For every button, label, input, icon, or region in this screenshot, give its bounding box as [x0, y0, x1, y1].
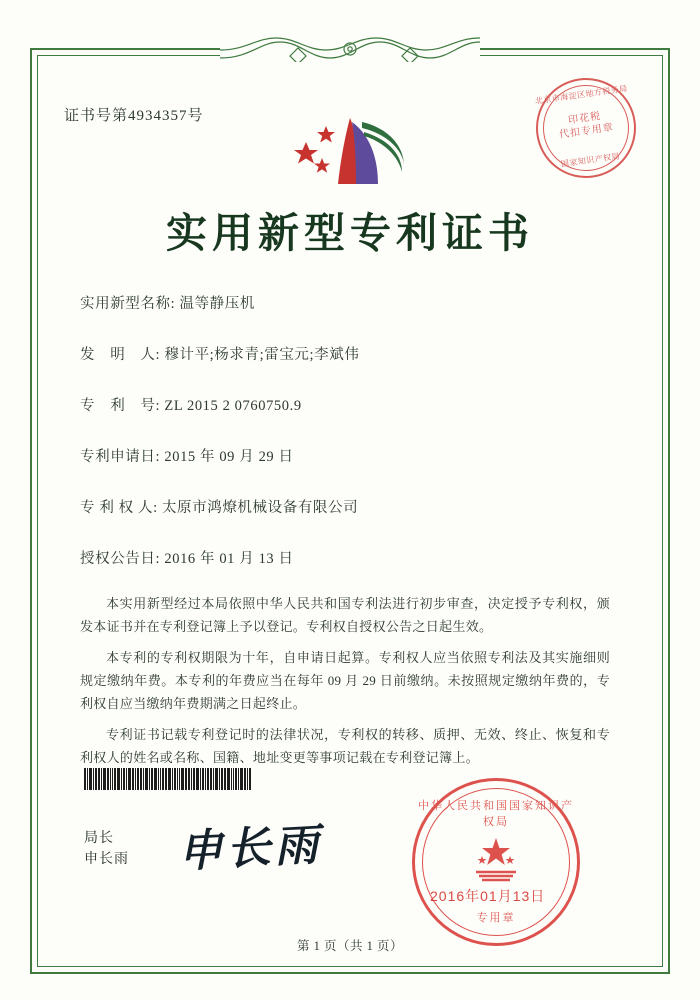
- body-paragraph-3: 专利证书记载专利登记时的法律状况，专利权的转移、质押、无效、终止、恢复和专利权人的姓名或名称、国籍、地址变更等事项记载在专利登记簿上。: [80, 727, 610, 765]
- field-value-inventors: 穆计平;杨求青;雷宝元;李斌伟: [164, 347, 360, 363]
- body-paragraph-1: 本实用新型经过本局依照中华人民共和国专利法进行初步审查，决定授予专利权，颁发本证书并在专利登记簿上予以登记。专利权自授权公告之日起生效。: [80, 596, 610, 634]
- page-title: 实用新型专利证书: [166, 210, 534, 256]
- signature-name: 申长雨: [84, 852, 129, 867]
- tax-stamp-arc-top: 北京市海淀区地方税务局: [534, 83, 629, 106]
- body-paragraph-2: 本专利的专利权期限为十年，自申请日起算。专利权人应当依照专利法及其实施细则规定缴纳年费。本专利的年费应当在每年 09 月 29 日前缴纳。未按照规定缴纳年费的，专利权自应当缴纳年费期满之日起终止。: [80, 650, 610, 711]
- field-row-application-date: [80, 445, 620, 466]
- patent-office-logo-icon: [292, 112, 410, 194]
- signature-block: [84, 828, 129, 870]
- top-ornament: [220, 36, 480, 62]
- barcode-bars: [84, 768, 284, 790]
- tax-stamp-line2: 代扣专用章: [558, 122, 615, 141]
- field-list: [80, 292, 620, 598]
- field-row-patent-number: [80, 394, 620, 415]
- barcode: [84, 768, 284, 790]
- field-label-grant-date: 授权公告日:: [80, 551, 161, 567]
- field-label-name: 实用新型名称:: [80, 296, 176, 312]
- tax-stamp-line1: 印花税: [567, 110, 602, 127]
- field-row-patentee: [80, 496, 620, 517]
- field-label-patent-number: 专 利 号:: [80, 398, 161, 414]
- field-label-inventors: 发 明 人:: [80, 347, 161, 363]
- field-label-application-date: 专利申请日:: [80, 449, 161, 465]
- official-seal-bottom-text: 专用章: [476, 912, 516, 924]
- seal-date: 2016年01月13日: [430, 888, 546, 904]
- field-row-name: [80, 292, 620, 313]
- official-seal-top-text: 中华人民共和国国家知识产权局: [418, 800, 574, 828]
- field-row-grant-date: [80, 547, 620, 568]
- handwritten-signature: 申长雨: [176, 819, 324, 878]
- signature-role-label: 局长: [84, 831, 114, 846]
- field-value-grant-date: 2016 年 01 月 13 日: [164, 551, 294, 567]
- official-seal: [412, 778, 580, 946]
- field-value-name: 温等静压机: [179, 296, 255, 312]
- field-label-patentee: 专 利 权 人:: [80, 500, 158, 516]
- field-row-inventors: [80, 343, 620, 364]
- field-value-application-date: 2015 年 09 月 29 日: [164, 449, 294, 465]
- page-number: 第 1 页（共 1 页）: [296, 939, 403, 953]
- field-value-patent-number: ZL 2015 2 0760750.9: [164, 398, 302, 414]
- field-value-patentee: 太原市鸿燎机械设备有限公司: [161, 500, 359, 516]
- certificate-number: 证书号第4934357号: [64, 108, 204, 124]
- national-emblem-icon: [466, 832, 526, 892]
- body-text: [80, 592, 610, 777]
- tax-stamp-arc-bottom: 国家知识产权局: [560, 151, 621, 169]
